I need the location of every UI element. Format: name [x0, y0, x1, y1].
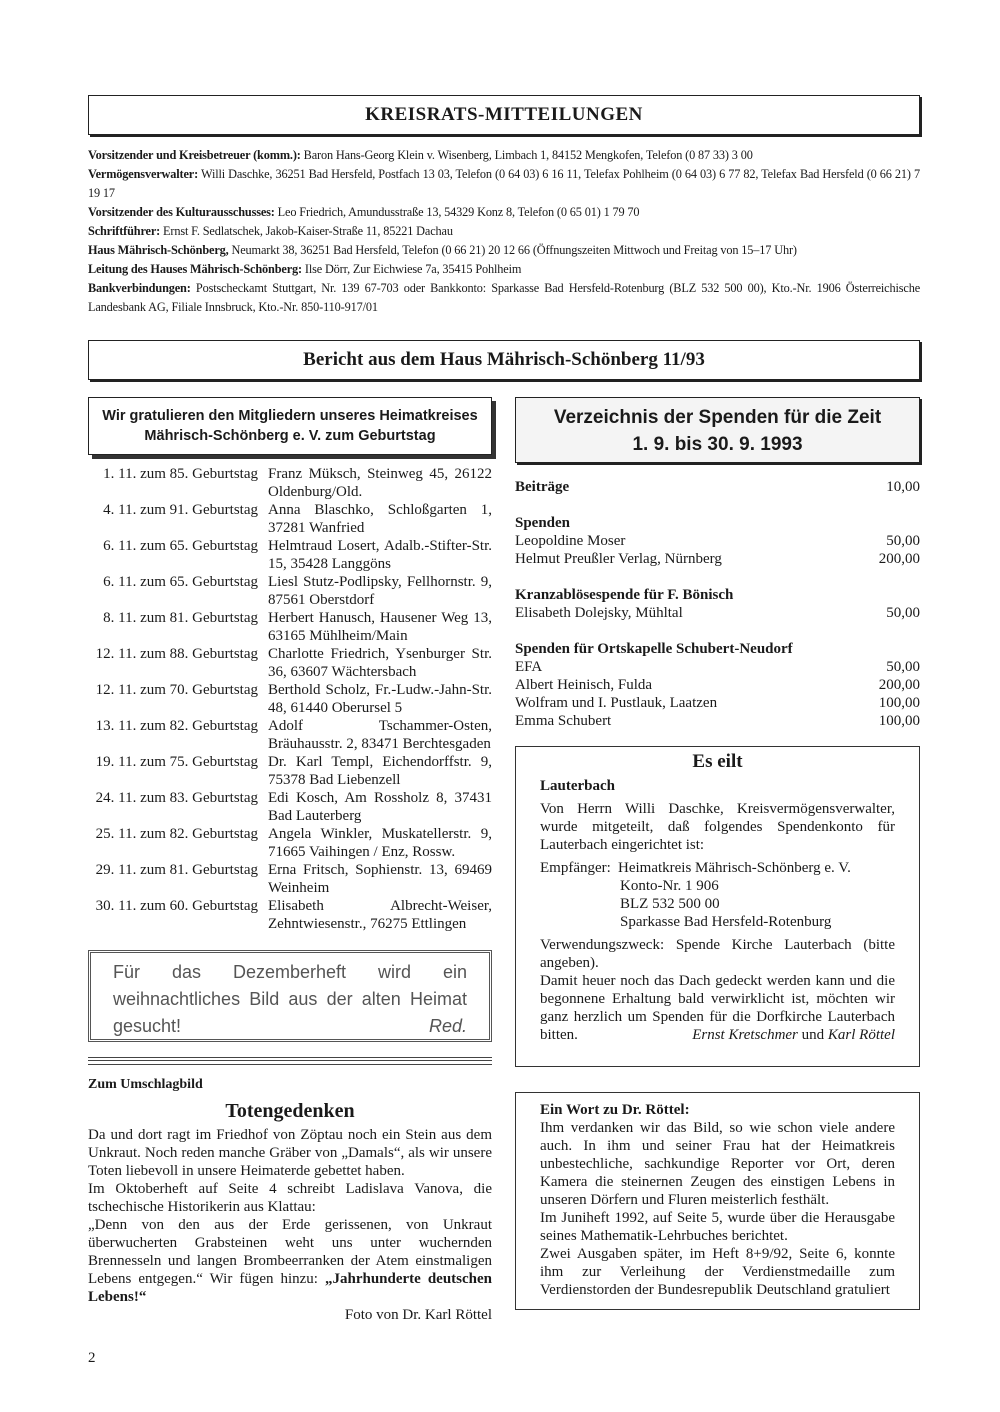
birthday-name: Elisabeth Albrecht-Weiser, Zehntwiesenstr., 76275 Ettlingen	[268, 898, 492, 932]
urgent-box	[515, 746, 920, 1067]
cover-paragraph	[88, 1216, 492, 1306]
recipient-label: Empfänger:	[540, 860, 611, 876]
cover-kicker: Zum Umschlagbild	[88, 1077, 203, 1092]
donation-section-title: Spenden für Ortskapelle Schubert-Neudorf	[515, 641, 793, 657]
birthday-name: Charlotte Friedrich, Ysenburger Str. 36, 63607 Wächtersbach	[268, 646, 492, 680]
donor: Helmut Preußler Verlag, Nürnberg	[515, 551, 722, 567]
birthday-item	[88, 789, 492, 825]
info-text: Neumarkt 38, 36251 Bad Hersfeld, Telefon (0 66 21) 20 12 66 (Öffnungszeiten Mittwoch und Freitag von 15–17 Uhr)	[228, 242, 797, 257]
birthday-item	[88, 609, 492, 645]
account-number: Konto-Nr. 1 906	[620, 878, 719, 894]
info-text: Ilse Dörr, Zur Eichwiese 7a, 35415 Pohlheim	[301, 262, 522, 277]
photo-credit: Foto von Dr. Karl Röttel	[344, 1307, 492, 1323]
donations-title: Verzeichnis der Spenden für die Zeit	[553, 407, 882, 428]
donation-row	[515, 604, 920, 622]
info-text: Postscheckamt Stuttgart, Nr. 139 67-703 oder Bankkonto: Sparkasse Bad Hersfeld-Rotenburg (BLZ 532 500 00), Kto.-Nr. 1906 Österreichische Landesbank AG, Filiale Innsbruck, Kto.-Nr. 850-110-917/01	[88, 281, 920, 314]
author: Ernst Kretschmer	[692, 1027, 798, 1043]
info-label: Leitung des Hauses Mährisch-Schönberg:	[88, 262, 302, 277]
notice-text: Für das Dezemberheft wird ein weihnachtliches Bild aus der alten Heimat gesucht!	[113, 962, 467, 1036]
donation-row	[515, 478, 920, 496]
birthday-item	[88, 717, 492, 753]
recipient-name: Heimatkreis Mährisch-Schönberg e. V.	[618, 860, 851, 876]
birthday-name: Edi Kosch, Am Rossholz 8, 37431 Bad Lauterberg	[268, 790, 492, 824]
word-box	[515, 1092, 920, 1310]
birthday-item	[88, 501, 492, 537]
birthday-date: 6. 11. zum 65. Geburtstag	[103, 538, 258, 554]
info-line	[88, 260, 920, 279]
birthday-name: Berthold Scholz, Fr.-Ludw.-Jahn-Str. 48, 61440 Oberursel 5	[268, 682, 492, 716]
page-number: 2	[88, 1350, 96, 1366]
birthday-name: Helmtraud Losert, Adalb.-Stifter-Str. 15, 35428 Langgöns	[268, 538, 492, 572]
birthday-date: 12. 11. zum 88. Geburtstag	[95, 646, 258, 662]
word-paragraph: Zwei Ausgaben später, im Heft 8+9/92, Seite 6, konnte ihm zur Verleihung der Verdienstmedaille zum Verdienstorden der Bundesrepublik Deutschland gratuliert	[540, 1246, 895, 1298]
donation-row	[515, 694, 920, 712]
info-label: Haus Mährisch-Schönberg,	[88, 242, 229, 257]
donor: Albert Heinisch, Fulda	[515, 677, 653, 693]
birthday-header: Wir gratulieren den Mitgliedern unseres Heimatkreises Mährisch-Schönberg e. V. zum Geburtstag	[88, 397, 492, 455]
info-line	[88, 279, 920, 316]
birthday-list	[88, 465, 492, 933]
header-box: KREISRATS-MITTEILUNGEN	[88, 95, 920, 135]
birthday-date: 24. 11. zum 83. Geburtstag	[95, 790, 258, 806]
urgent-paragraph: Damit heuer noch das Dach gedeckt werden kann und die begonnene Erhaltung bald verwirklicht ist, möchten wir ganz herzlich um Spenden für die Dorfkirche Lauterbach bitten. Ernst Kretschmer und Karl Röttel	[540, 973, 895, 1043]
birthday-item	[88, 465, 492, 501]
info-label: Vorsitzender des Kulturausschusses:	[88, 204, 275, 219]
info-line	[88, 241, 920, 260]
birthday-date: 8. 11. zum 81. Geburtstag	[103, 610, 258, 626]
donation-section-title: Kranzablösespende für F. Bönisch	[515, 587, 734, 603]
urgent-paragraph: Von Herrn Willi Daschke, Kreisvermögensverwalter, wurde mitgeteilt, daß folgendes Spendenkonto für Lauterbach eingerichtet ist:	[540, 801, 895, 853]
recipient	[540, 859, 895, 931]
birthday-item	[88, 645, 492, 681]
birthday-date: 30. 11. zum 60. Geburtstag	[95, 898, 258, 914]
donation-row	[515, 712, 920, 730]
donation-amount: 200,00	[878, 677, 920, 693]
donation-amount: 50,00	[886, 659, 920, 675]
birthday-item	[88, 573, 492, 609]
donation-amount: 50,00	[886, 533, 920, 549]
notice-sign: Red.	[428, 1016, 467, 1036]
donation-row	[515, 550, 920, 568]
info-label: Schriftführer:	[88, 223, 161, 238]
cover-article	[88, 1076, 492, 1324]
info-text: Ernst F. Sedlatschek, Jakob-Kaiser-Straße 11, 85221 Dachau	[160, 223, 453, 238]
bank-code: BLZ 532 500 00	[620, 896, 720, 912]
birthday-name: Anna Blaschko, Schloßgarten 1, 37281 Wanfried	[268, 502, 492, 536]
birthday-date: 13. 11. zum 82. Geburtstag	[95, 718, 258, 734]
birthday-item	[88, 825, 492, 861]
author: Karl Röttel	[827, 1027, 895, 1043]
cover-title: Totengedenken	[225, 1100, 355, 1122]
notice-box	[88, 950, 492, 1042]
bank-name: Sparkasse Bad Hersfeld-Rotenburg	[620, 914, 832, 930]
info-text: Leo Friedrich, Amundusstraße 13, 54329 Konz 8, Telefon (0 65 01) 1 79 70	[274, 204, 640, 219]
birthday-item	[88, 897, 492, 933]
urgent-title: Es eilt	[692, 751, 743, 772]
donation-label: Beiträge	[515, 479, 570, 495]
donation-amount: 100,00	[878, 713, 920, 729]
info-line	[88, 203, 920, 222]
cover-paragraph: Im Oktoberheft auf Seite 4 schreibt Ladislava Vanova, die tschechische Historikerin aus Klattau:	[88, 1181, 492, 1215]
word-paragraph: Ihm verdanken wir das Bild, so wie schon viele andere auch. In ihm und seiner Frau hat der Heimatkreis unbestechliche, sachkundige Reporter vor Ort, deren Kamera die steinernen Zeugen des einstigen Lebens in unseren Dörfern und Fluren meisterlich festhält.	[540, 1120, 895, 1208]
birthday-name: Angela Winkler, Muskatellerstr. 9, 71665 Vaihingen / Enz, Rossw.	[268, 826, 492, 860]
donation-row	[515, 676, 920, 694]
divider	[88, 1057, 492, 1065]
info-line	[88, 165, 920, 202]
birthday-name: Dr. Karl Templ, Eichendorffstr. 9, 75378 Bad Liebenzell	[268, 754, 492, 788]
donor: Emma Schubert	[515, 713, 612, 729]
quote-text: „Denn von den aus der Erde gerissenen, von Unkraut überwucherten Grabsteinen weht uns unter wuchernden Brennesseln und langen Brombeerranken der Atem einstmaligen Lebens entgegen.“ Wir fügen hinzu:	[88, 1217, 492, 1287]
birthday-item	[88, 753, 492, 789]
birthday-date: 12. 11. zum 70. Geburtstag	[95, 682, 258, 698]
urgent-place: Lauterbach	[540, 778, 615, 794]
info-text: Willi Daschke, 36251 Bad Hersfeld, Postfach 13 03, Telefon (0 64 03) 6 16 11, Telefax Pohlheim (0 64 03) 6 77 82, Telefax Bad Hersfeld (0 66 21) 7 19 17	[88, 167, 920, 200]
birthday-name: Erna Fritsch, Sophienstr. 13, 69469 Weinheim	[268, 862, 492, 896]
birthday-date: 25. 11. zum 82. Geburtstag	[95, 826, 258, 842]
info-label: Bankverbindungen:	[88, 281, 191, 296]
birthday-item	[88, 681, 492, 717]
report-title-box: Bericht aus dem Haus Mährisch-Schönberg 11/93	[88, 340, 920, 380]
donation-amount: 200,00	[878, 551, 920, 567]
donation-amount: 50,00	[886, 605, 920, 621]
donation-amount: 100,00	[878, 695, 920, 711]
donation-amount: 10,00	[886, 479, 920, 495]
birthday-item	[88, 861, 492, 897]
info-text: Baron Hans-Georg Klein v. Wisenberg, Limbach 1, 84152 Mengkofen, Telefon (0 87 33) 3 00	[300, 148, 753, 162]
info-label: Vorsitzender und Kreisbetreuer (komm.):	[88, 148, 301, 162]
birthday-date: 4. 11. zum 91. Geburtstag	[103, 502, 258, 518]
donor: Elisabeth Dolejsky, Mühltal	[515, 605, 683, 621]
donation-section-title: Spenden	[515, 515, 571, 531]
birthday-item	[88, 537, 492, 573]
word-title: Ein Wort zu Dr. Röttel:	[540, 1102, 690, 1118]
quote-emphasis: „Jahrhunderte deutschen Lebens!“	[88, 1271, 492, 1305]
word-paragraph: Im Juniheft 1992, auf Seite 5, wurde über die Herausgabe seines Mathematik-Lehrbuches berichtet.	[540, 1210, 895, 1244]
birthday-name: Liesl Stutz-Podlipsky, Fellhornstr. 9, 87561 Oberstdorf	[268, 574, 492, 608]
cover-paragraph: Da und dort ragt im Friedhof von Zöptau noch ein Stein aus dem Unkraut. Noch reden manche Gräber von „Damals“, als wir unsere Toten liebevoll in unsere Heimaterde gebettet haben.	[88, 1127, 492, 1179]
birthday-date: 19. 11. zum 75. Geburtstag	[95, 754, 258, 770]
donation-row	[515, 658, 920, 676]
info-line	[88, 146, 920, 165]
birthday-name: Herbert Hanusch, Hausener Weg 13, 63165 Mühlheim/Main	[268, 610, 492, 644]
birthday-name: Franz Müksch, Steinweg 45, 26122 Oldenburg/Old.	[268, 466, 492, 500]
donor: Leopoldine Moser	[515, 533, 626, 549]
birthday-name: Adolf Tschammer-Osten, Bräuhausstr. 2, 83471 Berchtesgaden	[268, 718, 492, 752]
urgent-paragraph: Verwendungszweck: Spende Kirche Lauterbach (bitte angeben).	[540, 937, 895, 971]
donations-header	[515, 397, 920, 463]
birthday-date: 6. 11. zum 65. Geburtstag	[103, 574, 258, 590]
divider	[88, 1060, 492, 1061]
donor: Wolfram und I. Pustlauk, Laatzen	[515, 695, 718, 711]
info-label: Vermögensverwalter:	[88, 167, 199, 182]
donations-period: 1. 9. bis 30. 9. 1993	[632, 434, 803, 455]
birthday-date: 1. 11. zum 85. Geburtstag	[103, 466, 258, 482]
donation-list	[515, 478, 920, 730]
donor: EFA	[515, 659, 543, 675]
birthday-date: 29. 11. zum 81. Geburtstag	[95, 862, 258, 878]
donation-row	[515, 532, 920, 550]
contact-info	[88, 146, 920, 317]
info-line	[88, 222, 920, 241]
